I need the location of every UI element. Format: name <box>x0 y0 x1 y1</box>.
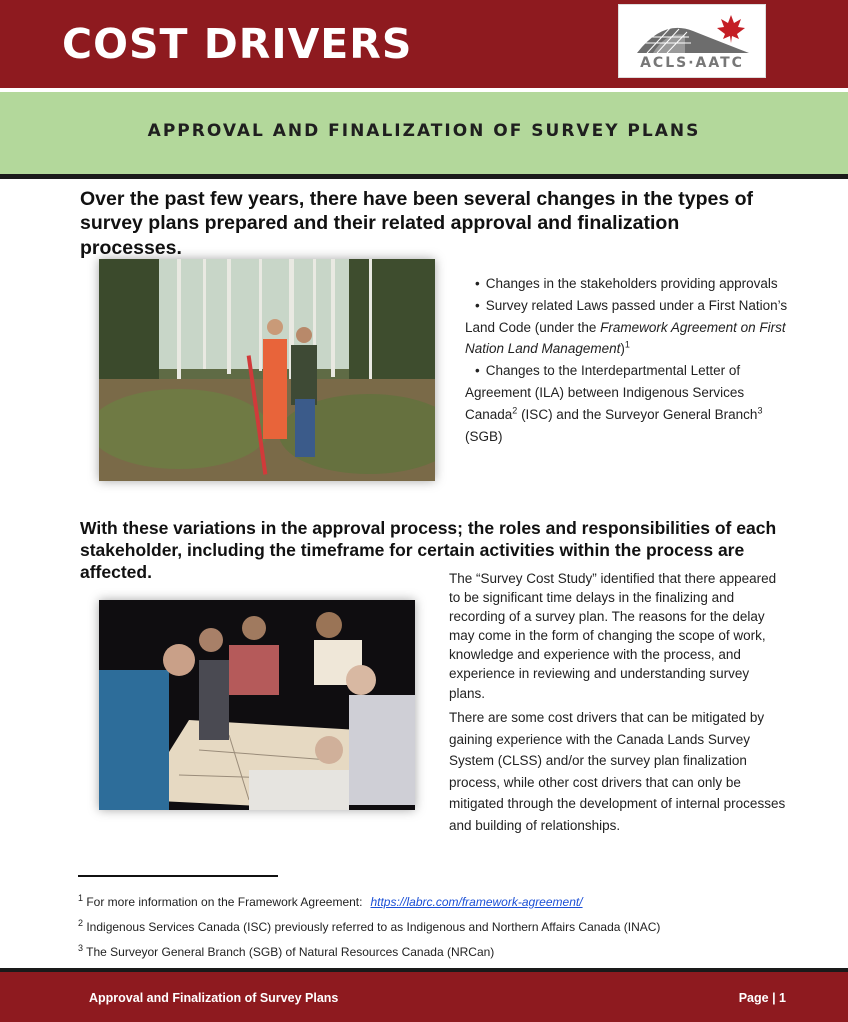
framework-agreement-link[interactable]: https://labrc.com/framework-agreement/ <box>370 895 583 909</box>
footnote-divider <box>78 875 278 877</box>
footer-title: Approval and Finalization of Survey Plans <box>89 991 339 1005</box>
mitigation-paragraph: There are some cost drivers that can be mitigated by gaining experience with the Canada Lands Survey System (CLSS) and/or the survey plan finalization process, while other cost drivers that can only be mitigated through the development of internal processes and building of relationships. <box>449 710 786 833</box>
changes-list <box>465 273 795 447</box>
page-title: COST DRIVERS <box>62 20 413 68</box>
header-bar <box>0 0 848 88</box>
intro-heading: Over the past few years, there have been several changes in the types of survey plans prepared and their related approval and finalization processes. <box>80 188 754 259</box>
list-item: • Survey related Laws passed under a First Nation’s Land Code (under the Framework Agreement on First Nation Land Management)$^1$ <box>465 295 795 360</box>
list-item: • Changes in the stakeholders providing approvals <box>465 273 795 295</box>
section-title: APPROVAL AND FINALIZATION OF SURVEY PLANS <box>147 121 701 141</box>
logo-text: ACLS·AATC <box>640 55 744 71</box>
variations-heading: With these variations in the approval process; the roles and responsibilities of each stakeholder, including the timeframe for certain activities within the process are affected. <box>80 518 777 582</box>
divider <box>0 174 848 179</box>
footnote-1: $^1$ For more information on the Framework Agreement: https://labrc.com/framework-agreement/ <box>78 893 583 909</box>
logo-mark-icon <box>633 13 753 55</box>
list-item: • Changes to the Interdepartmental Letter of Agreement (ILA) between Indigenous Services Canada$^2$ (ISC) and the Surveyor General Branch$^3$ (SGB) <box>465 360 795 447</box>
footnote-2: $^2$ Indigenous Services Canada (ISC) previously referred to as Indigenous and Northern Affairs Canada (INAC) <box>78 918 661 934</box>
page-number: Page | 1 <box>738 991 786 1005</box>
field-surveyors-photo <box>99 259 435 481</box>
section-banner <box>0 90 848 174</box>
study-paragraph: The “Survey Cost Study” identified that there appeared to be significant time delays in the finalizing and recording of a survey plan. The reasons for the delay may come in the form of changing the scope of work, knowledge and experience with the process, and experience in reviewing and understanding survey plans. <box>449 571 777 701</box>
footer-bar <box>0 972 848 1022</box>
acls-logo <box>618 4 766 78</box>
meeting-photo <box>99 600 415 810</box>
footnote-3: $^3$ The Surveyor General Branch (SGB) of Natural Resources Canada (NRCan) <box>78 943 495 959</box>
